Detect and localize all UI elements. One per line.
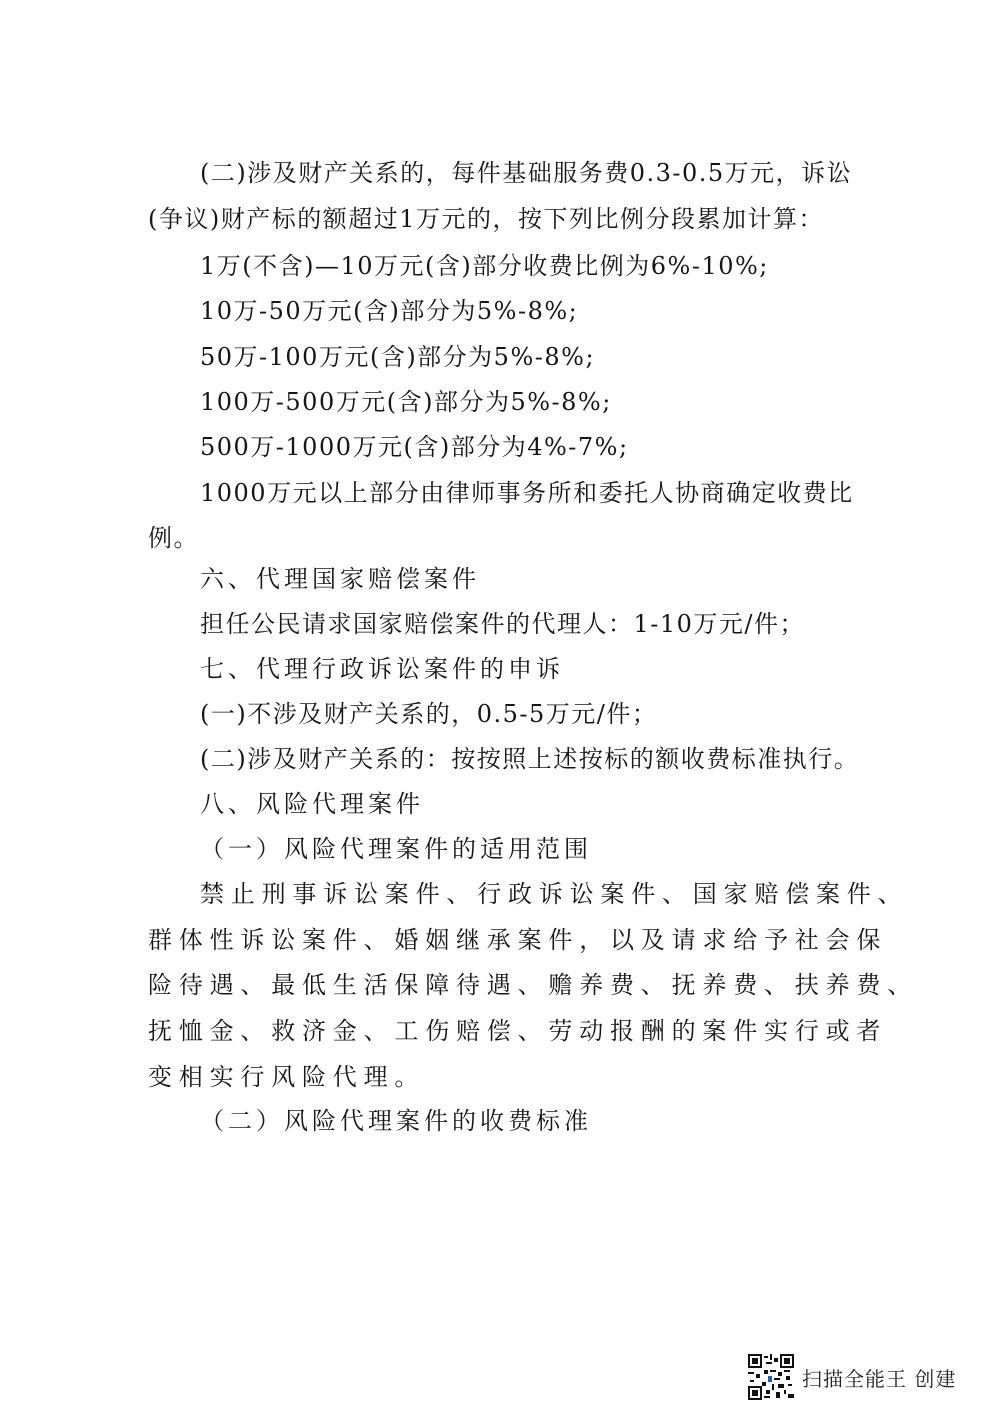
text-line: 500万-1000万元(含)部分为4%-7%; bbox=[200, 433, 629, 461]
watermark-text: 扫描全能王 创建 bbox=[802, 1366, 957, 1391]
text-line: 禁止刑事诉讼案件、行政诉讼案件、国家赔偿案件、 bbox=[200, 880, 909, 908]
text-line: (争议)财产标的额超过1万元的，按下列比例分段累加计算： bbox=[148, 205, 824, 233]
text-line: 10万-50万元(含)部分为5%-8%; bbox=[200, 297, 579, 325]
scanner-watermark bbox=[748, 1354, 956, 1400]
text-line: 1万(不含)—10万元(含)部分收费比例为6%-10%; bbox=[200, 252, 769, 280]
subsection-heading: （一）风险代理案件的适用范围 bbox=[200, 835, 592, 863]
section-heading: 七、代理行政诉讼案件的申诉 bbox=[200, 655, 564, 683]
text-line: (二)涉及财产关系的，每件基础服务费0.3-0.5万元，诉讼 bbox=[200, 159, 853, 187]
subsection-heading: （二）风险代理案件的收费标准 bbox=[200, 1107, 592, 1135]
qr-code-icon bbox=[748, 1354, 794, 1400]
text-line: 险待遇、最低生活保障待遇、赡养费、抚养费、扶养费、 bbox=[148, 971, 918, 999]
section-heading: 六、代理国家赔偿案件 bbox=[200, 565, 480, 593]
text-line: 群体性诉讼案件、婚姻继承案件，以及请求给予社会保 bbox=[148, 926, 888, 954]
text-line: 抚恤金、救济金、工伤赔偿、劳动报酬的案件实行或者 bbox=[148, 1017, 888, 1045]
text-line: 变相实行风险代理。 bbox=[148, 1063, 426, 1091]
text-line: 例。 bbox=[148, 524, 199, 552]
text-line: 担任公民请求国家赔偿案件的代理人：1-10万元/件； bbox=[200, 610, 806, 638]
text-line: (二)涉及财产关系的：按按照上述按标的额收费标准执行。 bbox=[200, 745, 860, 773]
section-heading: 八、风险代理案件 bbox=[200, 790, 424, 818]
text-line: 1000万元以上部分由律师事务所和委托人协商确定收费比 bbox=[200, 479, 854, 507]
text-line: 100万-500万元(含)部分为5%-8%; bbox=[200, 388, 612, 416]
text-line: 50万-100万元(含)部分为5%-8%; bbox=[200, 343, 596, 371]
text-line: (一)不涉及财产关系的，0.5-5万元/件； bbox=[200, 700, 658, 728]
